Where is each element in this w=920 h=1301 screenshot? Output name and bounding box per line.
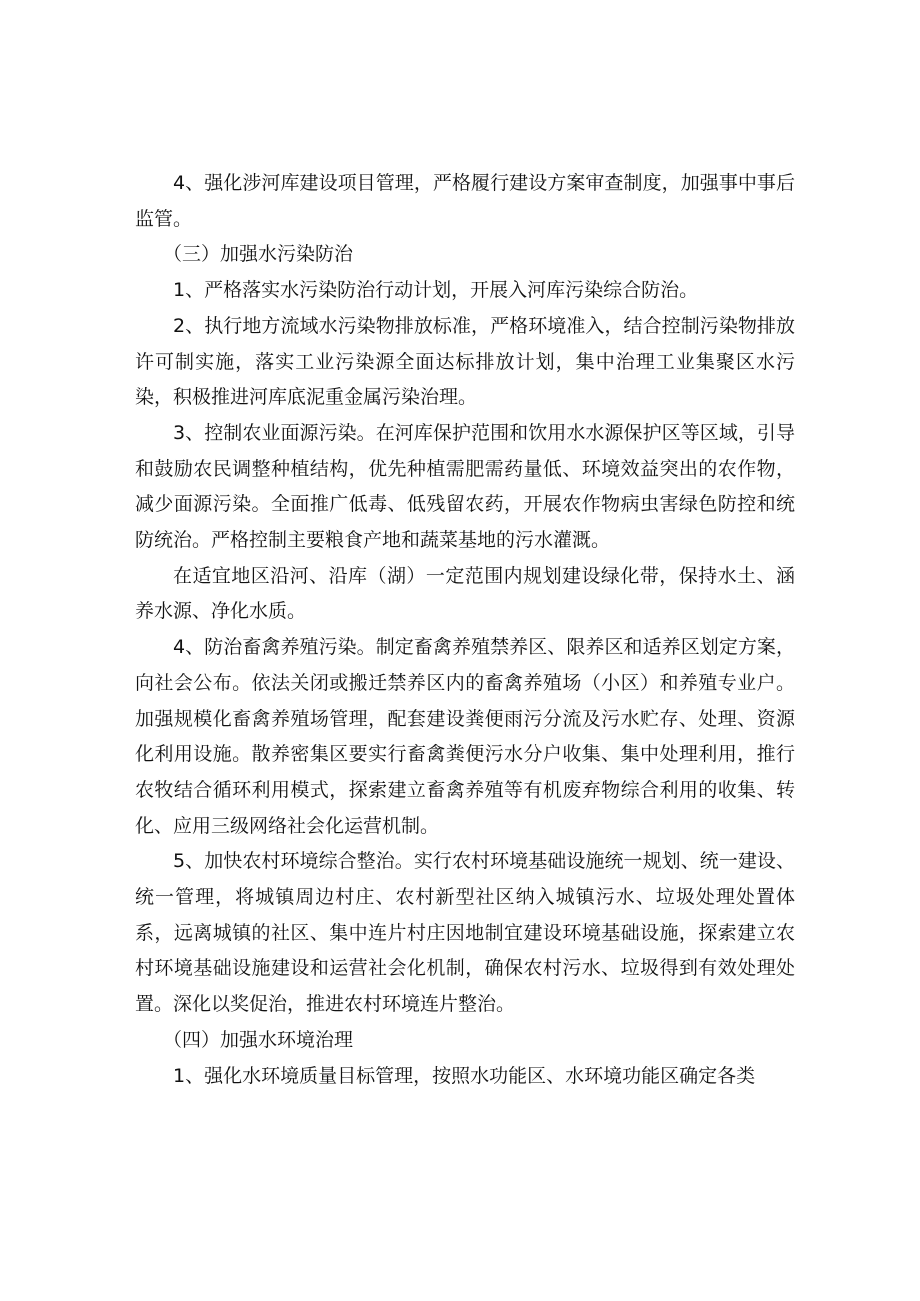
paragraph-item-4-livestock-pollution: 4、防治畜禽养殖污染。制定畜禽养殖禁养区、限养区和适养区划定方案，向社会公布。依法关闭或搬迁禁养区内的畜禽养殖场（小区）和养殖专业户。加强规模化畜禽养殖场管理，配套建设粪便雨污分流及污水贮存、处理、资源化利用设施。散养密集区要实行畜禽粪便污水分户收集、集中处理利用，推行农牧结合循环利用模式，探索建立畜禽养殖等有机废弃物综合利用的收集、转化、应用三级网络社会化运营机制。 xyxy=(135,636,795,837)
document-body xyxy=(135,166,795,1094)
paragraph-item-1-quality-targets: 1、强化水环境质量目标管理，按照水功能区、水环境功能区确定各类 xyxy=(173,1064,756,1087)
paragraph-item-4-project-management: 4、强化涉河库建设项目管理，严格履行建设方案审查制度，加强事中事后监管。 xyxy=(135,172,795,230)
paragraph-item-5-rural-environment: 5、加快农村环境综合整治。实行农村环境基础设施统一规划、统一建设、统一管理，将城镇周边村庄、农村新型社区纳入城镇污水、垃圾处理处置体系，远离城镇的社区、集中连片村庄因地制宜建设环境基础设施，探索建立农村环境基础设施建设和运营社会化机制，确保农村污水、垃圾得到有效处理处置。深化以奖促治，推进农村环境连片整治。 xyxy=(135,850,795,1016)
paragraph-item-3-agricultural-pollution: 3、控制农业面源污染。在河库保护范围和饮用水水源保护区等区域，引导和鼓励农民调整种植结构，优先种植需肥需药量低、环境效益突出的农作物，减少面源污染。全面推广低毒、低残留农药，开展农作物病虫害绿色防控和统防统治。严格控制主要粮食产地和蔬菜基地的污水灌溉。 xyxy=(135,421,795,552)
paragraph-item-2-discharge-standards: 2、执行地方流域水污染物排放标准，严格环境准入，结合控制污染物排放许可制实施，落实工业污染源全面达标排放计划，集中治理工业集聚区水污染，积极推进河库底泥重金属污染治理。 xyxy=(135,314,795,409)
section-heading-water-pollution: （三）加强水污染防治 xyxy=(163,243,354,266)
paragraph-item-1-action-plan: 1、严格落实水污染防治行动计划，开展入河库污染综合防治。 xyxy=(173,279,699,302)
section-heading-water-environment: （四）加强水环境治理 xyxy=(163,1028,354,1051)
paragraph-greenbelt: 在适宜地区沿河、沿库（湖）一定范围内规划建设绿化带，保持水土、涵养水源、净化水质。 xyxy=(135,564,795,623)
